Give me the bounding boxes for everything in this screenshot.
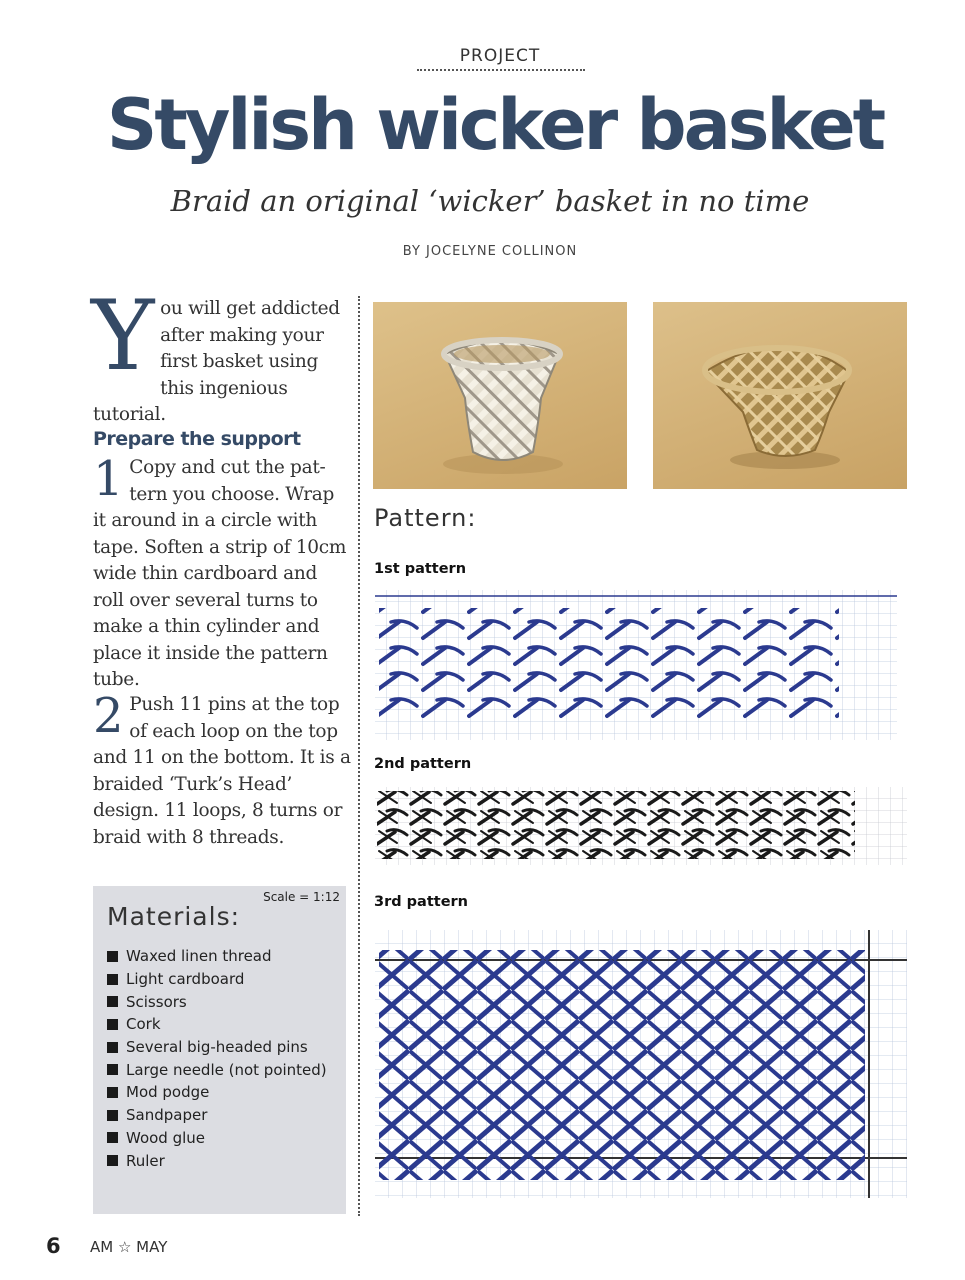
- intro-text: ou will get addicted after making your first basket using this ingenious tutorial.: [93, 298, 340, 425]
- list-item: Cork: [107, 1013, 327, 1036]
- list-item: Sandpaper: [107, 1104, 327, 1127]
- materials-box: [93, 886, 346, 1214]
- pattern-2-drawing: [375, 787, 907, 865]
- pattern-3-label: 3rd pattern: [374, 894, 469, 910]
- bullet-square-icon: [107, 1019, 118, 1030]
- basket-photo-gold: [653, 302, 907, 489]
- bullet-square-icon: [107, 951, 118, 962]
- bullet-square-icon: [107, 1042, 118, 1053]
- article-title: Stylish wicker basket: [106, 84, 884, 166]
- bullet-square-icon: [107, 1110, 118, 1121]
- article-subtitle: Braid an original ‘wicker’ basket in no time: [170, 184, 810, 218]
- materials-title: Materials:: [107, 902, 241, 931]
- step-2-text: Push 11 pins at the top of each loop on the top and 11 on the bottom. It is a braided ‘Turk’s Head’ design. 11 loops, 8 turns or braid with 8 threads.: [93, 694, 351, 848]
- section-rule: [417, 69, 585, 71]
- list-item: Ruler: [107, 1149, 327, 1172]
- step-2-number: 2: [93, 688, 124, 744]
- intro-dropcap: Y: [91, 280, 155, 392]
- list-item: Wood glue: [107, 1127, 327, 1150]
- prepare-heading: Prepare the support: [93, 428, 301, 450]
- step-2: [93, 688, 351, 851]
- list-item: Several big-headed pins: [107, 1036, 327, 1059]
- pattern-3-drawing: [375, 930, 907, 1198]
- list-item: Scissors: [107, 990, 327, 1013]
- list-item: Light cardboard: [107, 968, 327, 991]
- step-1-text: Copy and cut the pat-tern you choose. Wrap it around in a circle with tape. Soften a strip of 10cm wide thin cardboard and roll over several turns to make a thin cylinder and place it inside the pattern tube.: [93, 457, 347, 690]
- section-label: PROJECT: [459, 46, 541, 66]
- column-divider: [358, 296, 360, 1216]
- scale-note: Scale = 1:12: [263, 890, 340, 904]
- pattern-heading: Pattern:: [374, 504, 477, 532]
- byline: BY JOCELYNE COLLINON: [402, 244, 578, 259]
- basket-photo-silver: [373, 302, 627, 489]
- list-item: Waxed linen thread: [107, 945, 327, 968]
- pattern-1-label: 1st pattern: [374, 561, 467, 577]
- list-item: Large needle (not pointed): [107, 1058, 327, 1081]
- magazine-footer: AM ☆ MAY: [90, 1238, 168, 1256]
- intro-paragraph: [91, 280, 351, 429]
- step-1: [93, 451, 351, 694]
- bullet-square-icon: [107, 996, 118, 1007]
- step-1-number: 1: [93, 451, 124, 507]
- materials-list: [107, 945, 327, 1172]
- bullet-square-icon: [107, 1132, 118, 1143]
- bullet-square-icon: [107, 1155, 118, 1166]
- bullet-square-icon: [107, 1087, 118, 1098]
- page-number: 6: [46, 1234, 61, 1258]
- pattern-1-drawing: [375, 590, 897, 740]
- pattern-2-label: 2nd pattern: [374, 756, 472, 772]
- list-item: Mod podge: [107, 1081, 327, 1104]
- bullet-square-icon: [107, 974, 118, 985]
- bullet-square-icon: [107, 1064, 118, 1075]
